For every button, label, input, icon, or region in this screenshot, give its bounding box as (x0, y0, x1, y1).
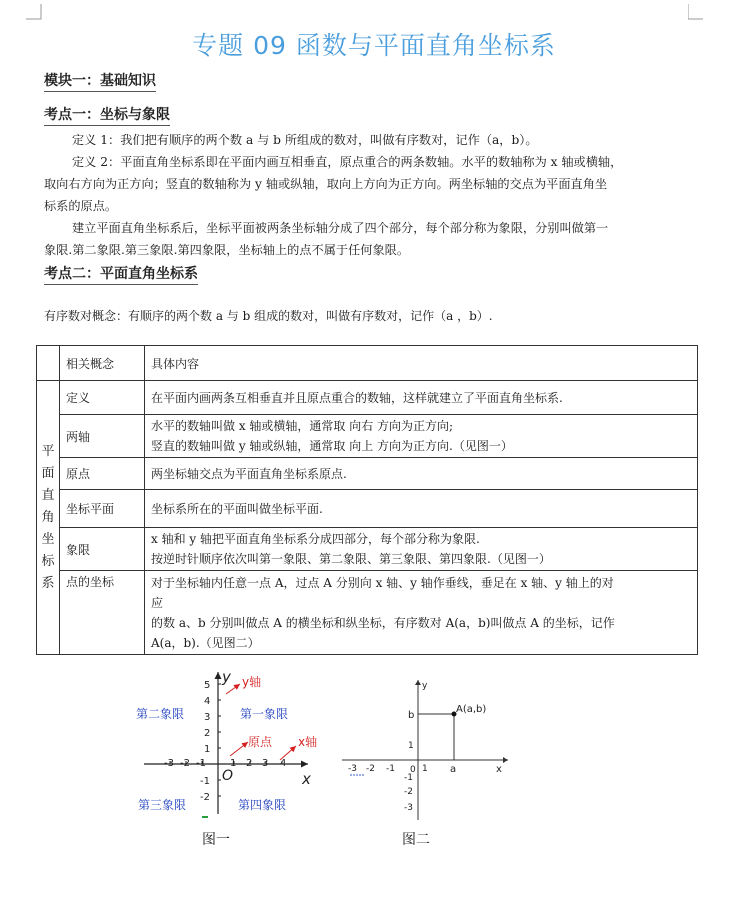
fig1-origin-letter: O (222, 768, 234, 784)
fig2-y-tick: -3 (404, 803, 413, 813)
fig2-b-label: b (408, 710, 415, 721)
fig1-x-tick: 1 (230, 758, 237, 769)
fig2-zero: 0 (410, 765, 416, 775)
fig2-y-tick: -2 (404, 787, 413, 797)
table-header-concept: 相关概念 (60, 346, 145, 381)
fig1-y-tick: 3 (204, 712, 211, 723)
figure-1-coordinate-system (130, 664, 330, 824)
definition-2-line-3: 标系的原点。 (44, 199, 118, 213)
table-group-label (37, 381, 60, 655)
ordered-pair-concept: 有序数对概念：有顺序的两个数 a 与 b 组成的数对，叫做有序数对，记作（a ，b）. (44, 309, 493, 323)
fig1-x-tick: -3 (164, 758, 174, 769)
concept-point-coordinate: 点的坐标 (60, 571, 145, 655)
fig1-x-tick: 3 (262, 758, 269, 769)
fig1-quadrant-1: 第一象限 (240, 707, 289, 721)
fig1-y-letter: y (222, 668, 231, 686)
group-label-char: 系 (41, 575, 55, 591)
content-coordinate-plane: 坐标系所在的平面叫做坐标平面. (145, 490, 698, 528)
fig1-y-tick: 2 (204, 728, 211, 739)
fig2-point-label: A(a,b) (456, 704, 487, 715)
table-row (37, 458, 698, 490)
figure-2-caption: 图二 (402, 832, 430, 848)
table-header-content: 具体内容 (145, 346, 698, 381)
page-corner-mark-top-right (688, 4, 704, 20)
section-heading-2: 考点二：平面直角坐标系 (44, 263, 198, 285)
concept-coordinate-plane: 坐标平面 (60, 490, 145, 528)
table-row (37, 381, 698, 415)
page-corner-mark-top-left (26, 4, 42, 20)
fig1-x-axis-label: x轴 (298, 735, 318, 749)
group-label-char: 角 (41, 509, 55, 525)
module-heading: 模块一：基础知识 (44, 70, 156, 92)
figure-2-point-coordinates (338, 674, 518, 826)
fig2-x-tick: 1 (422, 764, 428, 774)
definition-2-line-1: 定义 2：平面直角坐标系即在平面内画互相垂直，原点重合的两条数轴。水平的数轴称为 x 轴或横轴， (72, 155, 623, 169)
fig1-y-tick: 4 (204, 696, 211, 707)
page-title: 专题 09 函数与平面直角坐标系 (192, 31, 556, 60)
fig1-y-tick: 5 (204, 680, 211, 691)
quadrant-paragraph-line-2: 象限.第二象限.第三象限.第四象限，坐标轴上的点不属于任何象限。 (44, 243, 410, 257)
fig2-y-letter: y (422, 681, 428, 691)
fig1-y-tick: 1 (204, 744, 211, 755)
fig1-y-tick: -1 (200, 776, 210, 787)
fig2-x-tick: -1 (386, 764, 395, 774)
concept-axes: 两轴 (60, 415, 145, 458)
group-label-char: 直 (41, 487, 55, 503)
section-heading-1: 考点一：坐标与象限 (44, 104, 170, 126)
table-row (37, 490, 698, 528)
fig1-quadrant-2: 第二象限 (136, 707, 185, 721)
content-definition: 在平面内画两条互相垂直并且原点重合的数轴，这样就建立了平面直角坐标系. (145, 381, 698, 415)
definition-2-line-2: 取向右方向为正方向；竖直的数轴称为 y 轴或纵轴，取向上方向为正方向。两坐标轴的交点为平面直角坐 (44, 177, 608, 191)
fig1-x-tick: -1 (196, 758, 206, 769)
content-axes: 水平的数轴叫做 x 轴或横轴，通常取 向右 方向为正方向; 竖直的数轴叫做 y 轴或纵轴，通常取 向上 方向为正方向.（见图一） (145, 415, 698, 458)
fig1-x-tick: -2 (180, 758, 190, 769)
table-row (37, 415, 698, 458)
fig1-y-tick: -2 (200, 792, 210, 803)
figure-1-caption: 图一 (202, 832, 230, 848)
fig1-green-mark (202, 816, 208, 818)
fig1-x-tick: 2 (246, 758, 253, 769)
fig1-origin-label: 原点 (248, 735, 273, 749)
concept-origin: 原点 (60, 458, 145, 490)
fig2-x-tick: -2 (366, 764, 375, 774)
group-label-char: 平 (41, 443, 55, 459)
fig1-x-tick: 4 (280, 758, 287, 769)
fig1-quadrant-3: 第三象限 (138, 798, 187, 812)
table-row (37, 528, 698, 571)
group-label-char: 坐 (41, 531, 55, 547)
content-point-coordinate: 对于坐标轴内任意一点 A，过点 A 分别向 x 轴、y 轴作垂线，垂足在 x 轴、y 轴上的对 应 的数 a、b 分别叫做点 A 的横坐标和纵坐标，有序数对 A(a，b)叫做点 A 的坐标，记作 A(a，b).（见图二） (145, 571, 698, 655)
table-header-row (37, 346, 698, 381)
content-origin: 两坐标轴交点为平面直角坐标系原点. (145, 458, 698, 490)
quadrant-paragraph-line-1: 建立平面直角坐标系后，坐标平面被两条坐标轴分成了四个部分，每个部分称为象限，分别叫做第一 (72, 221, 609, 235)
concept-definition: 定义 (60, 381, 145, 415)
fig2-y-tick: -1 (404, 773, 413, 783)
definition-1: 定义 1：我们把有顺序的两个数 a 与 b 所组成的数对，叫做有序数对，记作（a，b）。 (72, 133, 538, 147)
group-label-char: 标 (41, 553, 55, 569)
fig1-quadrant-4: 第四象限 (238, 798, 287, 812)
content-quadrant: x 轴和 y 轴把平面直角坐标系分成四部分，每个部分称为象限. 按逆时针顺序依次叫第一象限、第二象限、第三象限、第四象限.（见图一） (145, 528, 698, 571)
fig1-x-letter: x (302, 770, 311, 788)
fig2-y-tick: 1 (408, 741, 414, 751)
fig2-x-tick: -3 (348, 764, 357, 774)
table-corner-cell (37, 346, 60, 381)
fig1-y-axis-label: y轴 (242, 675, 262, 689)
fig2-x-letter: x (496, 764, 502, 775)
group-label-char: 面 (41, 465, 55, 481)
concept-table (36, 345, 698, 655)
fig2-a-label: a (450, 764, 457, 775)
table-row (37, 571, 698, 655)
concept-quadrant: 象限 (60, 528, 145, 571)
